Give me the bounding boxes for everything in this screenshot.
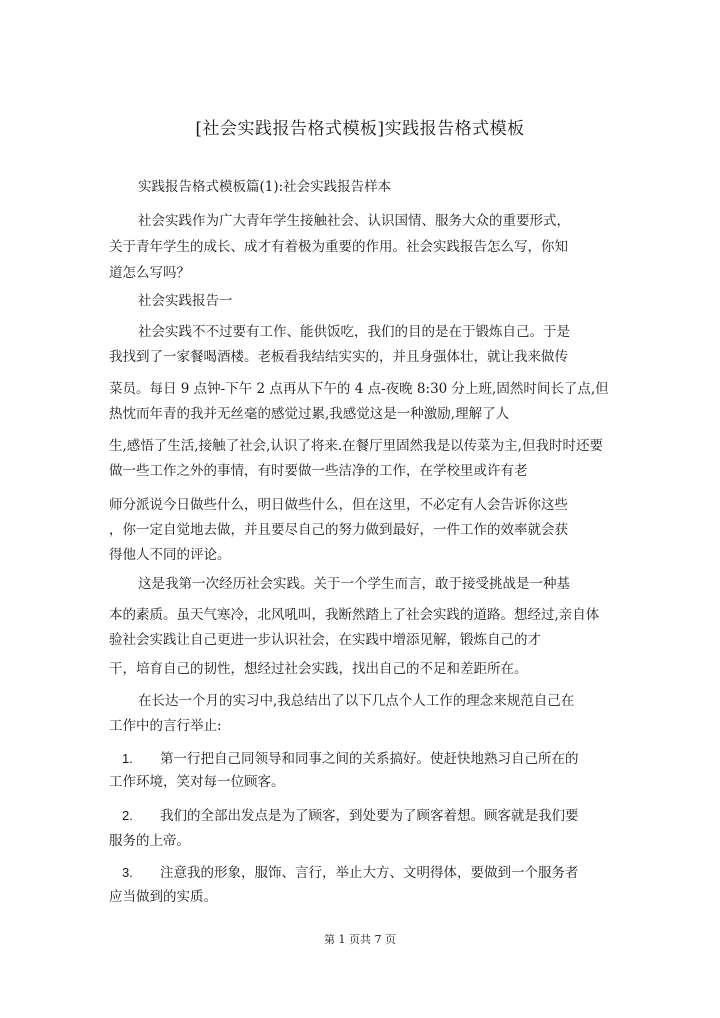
- para2-line: 干，培育自己的韧性，想经过社会实践，找出自己的不足和差距所在。: [109, 661, 528, 677]
- list-item-continuation: 服务的上帝。: [109, 833, 190, 849]
- intro-line: 关于青年学生的成长、成才有着极为重要的作用。社会实践报告怎么写，你知: [109, 239, 568, 255]
- para1-line: 生,感悟了生活,接触了社会,认识了将来.在餐厅里固然我是以传菜为主,但我时时还要: [109, 438, 603, 454]
- para2-line: 验社会实践让自己更进一步认识社会，在实践中增添见解，锻炼自己的才: [109, 632, 541, 648]
- intro-line: 社会实践作为广大青年学生接触社会、认识国情、服务大众的重要形式，: [138, 213, 570, 229]
- para1-line: 社会实践不不过要有工作、能供饭吃，我们的目的是在于锻炼自己。于是: [138, 324, 570, 340]
- para1-line: 得他人不同的评论。: [109, 547, 231, 563]
- list-item-text: 第一行把自己同领导和同事之间的关系搞好。使赶快地熟习自己所在的: [160, 751, 579, 767]
- intro-line: 道怎么写吗？: [109, 265, 190, 281]
- list-item-text: 我们的全部出发点是为了顾客，到处要为了顾客着想。顾客就是我们要: [160, 808, 579, 824]
- list-item: [122, 864, 579, 882]
- list-item-continuation: 应当做到的实质。: [109, 889, 217, 905]
- para1-line: 菜员。每日 9 点钟-下午 2 点再从下午的 4 点-夜晚 8:30 分上班,固然时间长了点,但: [109, 381, 609, 397]
- para2-line: 这是我第一次经历社会实践。关于一个学生而言，敢于接受挑战是一种基: [138, 576, 570, 592]
- para3-line: 在长达一个月的实习中,我总结出了以下几点个人工作的理念来规范自己在: [138, 693, 575, 709]
- list-item-number: 3.: [122, 865, 133, 880]
- page-footer: 第 1 页共 7 页: [324, 933, 396, 946]
- para1-line: 热忱而年青的我并无丝毫的感觉过累,我感觉这是一种激励,理解了人: [109, 406, 510, 422]
- para1-line: 我找到了一家餐喝酒楼。老板看我结结实实的，并且身强体壮，就让我来做传: [109, 349, 568, 365]
- list-item-number: 1.: [122, 751, 133, 766]
- list-item: [122, 750, 579, 768]
- list-item-continuation: 工作环境，笑对每一位顾客。: [109, 774, 285, 790]
- para1-line: ，你一定自觉地去做，并且要尽自己的努力做到最好，一件工作的效率就会获: [109, 522, 568, 538]
- list-item-text: 注意我的形象，服饰、言行，举止大方、文明得体，要做到一个服务者: [160, 865, 579, 881]
- para1-line: 做一些工作之外的事情，有时要做一些洁净的工作，在学校里或许有老: [109, 463, 528, 479]
- list-item: [122, 807, 579, 825]
- page-title: [社会实践报告格式模板]实践报告格式模板: [195, 119, 525, 139]
- section-heading: 社会实践报告一: [138, 293, 233, 309]
- para2-line: 本的素质。虽天气寒冷，北风吼叫，我断然踏上了社会实践的道路。想经过,亲自体: [109, 607, 600, 623]
- para1-line: 师分派说今日做些什么，明日做些什么，但在这里，不必定有人会告诉你这些: [109, 497, 568, 513]
- para3-line: 工作中的言行举止:: [109, 718, 222, 734]
- list-item-number: 2.: [122, 808, 133, 823]
- subtitle: 实践报告格式模板篇(1):社会实践报告样本: [138, 179, 392, 195]
